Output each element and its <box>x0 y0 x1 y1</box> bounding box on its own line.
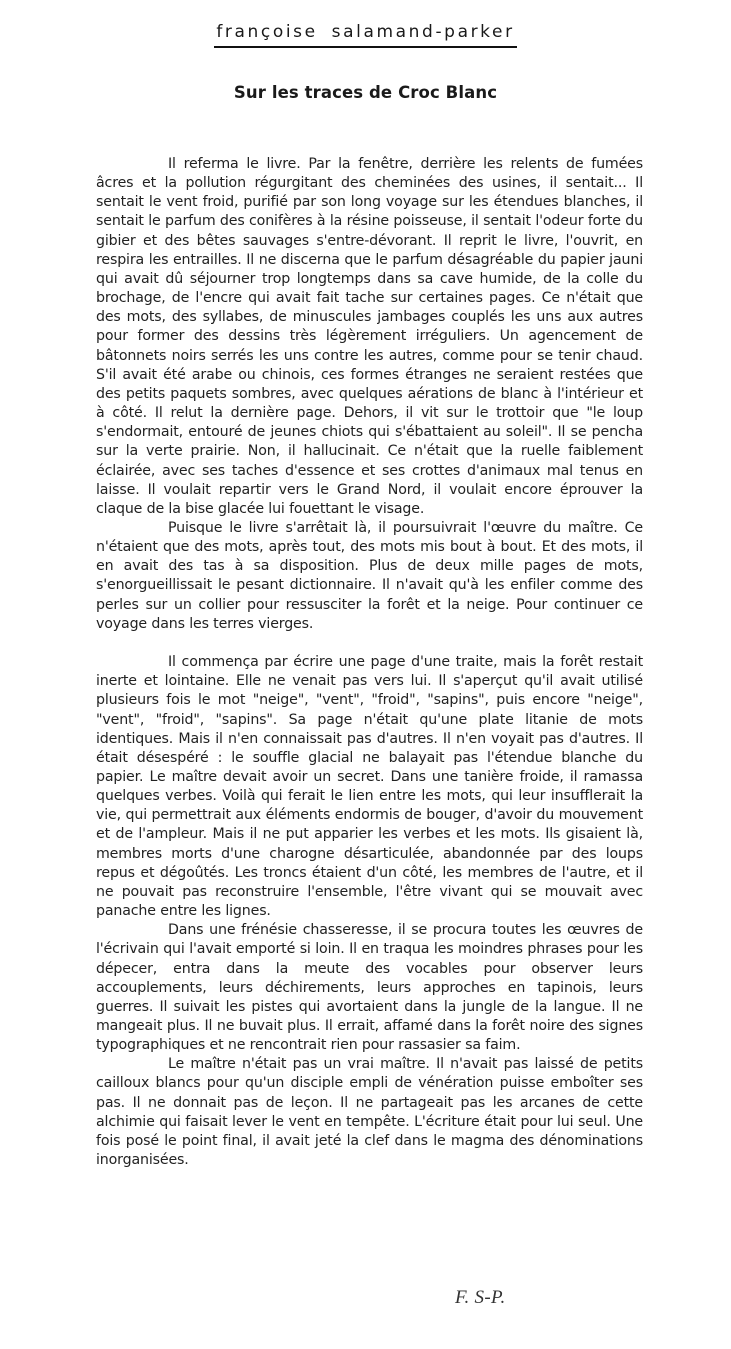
paragraph-3: Il commença par écrire une page d'une traite, mais la forêt restait inerte et lointaine. Elle ne venait pas vers lui. Il s'aperçut qu'il avait utilisé plusieurs fois le mot "neige", "vent", "froid", "sapins", puis encore "neige", "vent", "froid", "sapins". Sa page n'était qu'une plate litanie de mots identiques. Mais il n'en connaissait pas d'autres. Il n'en voyait pas d'autres. Il était désespéré : le souffle glacial ne balayait pas l'étendue blanche du papier. Le maître devait avoir un secret. Dans une tanière froide, il ramassa quelques verbes. Voilà qui ferait le lien entre les mots, qui leur insufflerait la vie, qui permettrait aux éléments endormis de bouger, d'avoir du mouvement et de l'ampleur. Mais il ne put apparier les verbes et les mots. Ils gisaient là, membres morts d'une charogne désarticulée, abandonnée par des loups repus et dégoûtés. Les troncs étaient d'un côté, les membres de l'autre, et il ne pouvait pas reconstruire l'ensemble, l'être vivant qui se mouvait avec panache entre les lignes. <box>96 654 643 920</box>
author-name: françoise salamand-parker <box>214 20 516 48</box>
paragraph-4: Dans une frénésie chasseresse, il se procura toutes les œuvres de l'écrivain qui l'avait emporté si loin. Il en traqua les moindres phrases pour les dépecer, entra dans la meute des vocables pour observer leurs accouplements, leurs déchirements, leurs approches en tapinois, leurs guerres. Il suivait les pistes qui avortaient dans la jungle de la langue. Il ne mangeait plus. Il ne buvait plus. Il errait, affamé dans la forêt noire des signes typographiques et ne rencontrait rien pour rassasier sa faim. <box>96 922 643 1054</box>
paragraph-1: Il referma le livre. Par la fenêtre, derrière les relents de fumées âcres et la pollution régurgitant des cheminées des usines, il sentait... Il sentait le vent froid, purifié par son long voyage sur les étendues blanches, il sentait le parfum des conifères à la résine poisseuse, il sentait l'odeur forte du gibier et des bêtes sauvages s'entre-dévorant. Il reprit le livre, l'ouvrit, en respira les entrailles. Il ne discerna que le parfum désagréable du papier jauni qui avait dû séjourner trop longtemps dans sa cave humide, de la colle du brochage, de l'encre qui avait fait tache sur certaines pages. Ce n'était que des mots, des syllabes, de minuscules jambages couplés les uns aux autres pour former des dessins très légèrement irréguliers. Un agencement de bâtonnets noirs serrés les uns contre les autres, comme pour se tenir chaud. S'il avait été arabe ou chinois, ces formes étranges ne seraient restées que des petits paquets sombres, avec quelques aérations de blanc à l'intérieur et à côté. Il relut la dernière page. Dehors, il vit sur le trottoir que "le loup s'endormait, entouré de jeunes chiots qui s'ébattaient au soleil". Il se pencha sur la verte prairie. Non, il hallucinait. Ce n'était que la ruelle faiblement éclairée, avec ses taches d'essence et ses crottes d'animaux mal tenus en laisse. Il voulait repartir vers le Grand Nord, il voulait encore éprouver la claque de la bise glacée lui fouettant le visage. <box>96 156 643 517</box>
paragraph-5: Le maître n'était pas un vrai maître. Il n'avait pas laissé de petits cailloux blancs pour qu'un disciple empli de vénération puisse emboîter ses pas. Il ne donnait pas de leçon. Il ne partageait pas les arcanes de cette alchimie qui faisait lever le vent en tempête. L'écriture était pour lui seul. Une fois posé le point final, il avait jeté la clef dans le magma des dénominations inorganisées. <box>96 1056 643 1169</box>
page-header <box>0 20 731 48</box>
story-title: Sur les traces de Croc Blanc <box>233 83 498 102</box>
author-signature: F. S-P. <box>455 1287 506 1308</box>
story-body <box>96 155 643 1170</box>
paragraph-2: Puisque le livre s'arrêtait là, il poursuivrait l'œuvre du maître. Ce n'étaient que des mots, après tout, des mots mis bout à bout. Et des mots, il en avait des tas à sa disposition. Plus de deux mille pages de mots, s'enorgueillissait le pesant dictionnaire. Il n'avait qu'à les enfiler comme des perles sur un collier pour ressusciter la forêt et la neige. Pour continuer ce voyage dans les terres vierges. <box>96 519 643 632</box>
